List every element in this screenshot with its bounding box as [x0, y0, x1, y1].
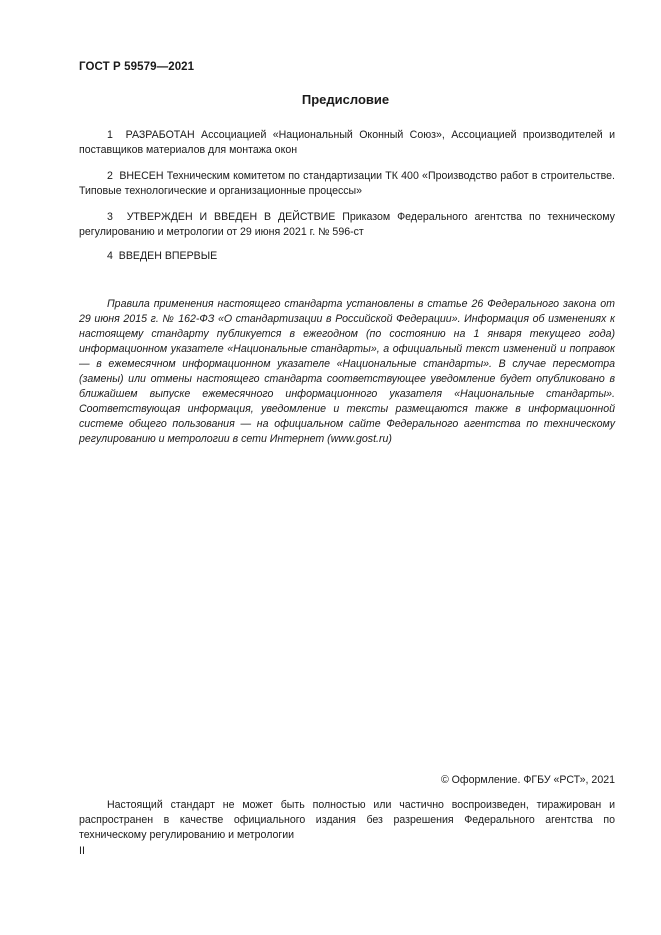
item-number: 2: [107, 170, 113, 182]
preface-item-1: [79, 128, 615, 158]
page-number: II: [79, 845, 85, 857]
preface-item-4: [79, 249, 615, 264]
item-text: Приказом Федерального агентства по техническому регулированию и метрологии от 29 июня 2021 г. № 596-ст: [79, 211, 615, 238]
item-lead: ВВЕДЕН ВПЕРВЫЕ: [118, 250, 218, 262]
item-lead: РАЗРАБОТАН: [125, 129, 195, 141]
preface-item-2: [79, 169, 615, 199]
preface-item-3: [79, 210, 615, 240]
copyright-line: © Оформление. ФГБУ «РСТ», 2021: [440, 774, 615, 786]
item-lead: УТВЕРЖДЕН И ВВЕДЕН В ДЕЙСТВИЕ: [126, 211, 336, 223]
document-code: ГОСТ Р 59579—2021: [79, 61, 195, 73]
application-rules-note: Правила применения настоящего стандарта установлены в статье 26 Федерального закона от 29 июня 2015 г. № 162-ФЗ «О стандартизации в Российской Федерации». Информация об изменениях к настоящему стандарту публикуется в ежегодном (по состоянию на 1 января текущего года) информационном указателе «Национальные стандарты», а официальный текст изменений и поправок — в ежемесячном информационном указателе «Национальные стандарты». В случае пересмотра (замены) или отмены настоящего стандарта соответствующее уведомление будет опубликовано в ближайшем выпуске ежемесячного информационного указателя «Национальные стандарты». Соответствующая информация, уведомление и тексты размещаются также в информационной системе общего пользования — на официальном сайте Федерального агентства по техническому регулированию и метрологии в сети Интернет (www.gost.ru): [79, 298, 615, 445]
page-title: Предисловие: [301, 92, 390, 107]
item-number: 1: [107, 129, 113, 141]
item-text: Техническим комитетом по стандартизации ТК 400 «Производство работ в строительстве. Типовые технологические и организационные процессы»: [79, 170, 615, 197]
item-number: 3: [107, 211, 113, 223]
item-text: Ассоциацией «Национальный Оконный Союз», Ассоциацией производителей и поставщиков материалов для монтажа окон: [79, 129, 615, 156]
item-number: 4: [107, 250, 113, 262]
reproduction-notice: Настоящий стандарт не может быть полностью или частично воспроизведен, тиражирован и распространен в качестве официального издания без разрешения Федерального агентства по техническому регулированию и метрологии: [79, 799, 615, 841]
item-lead: ВНЕСЕН: [119, 170, 164, 182]
